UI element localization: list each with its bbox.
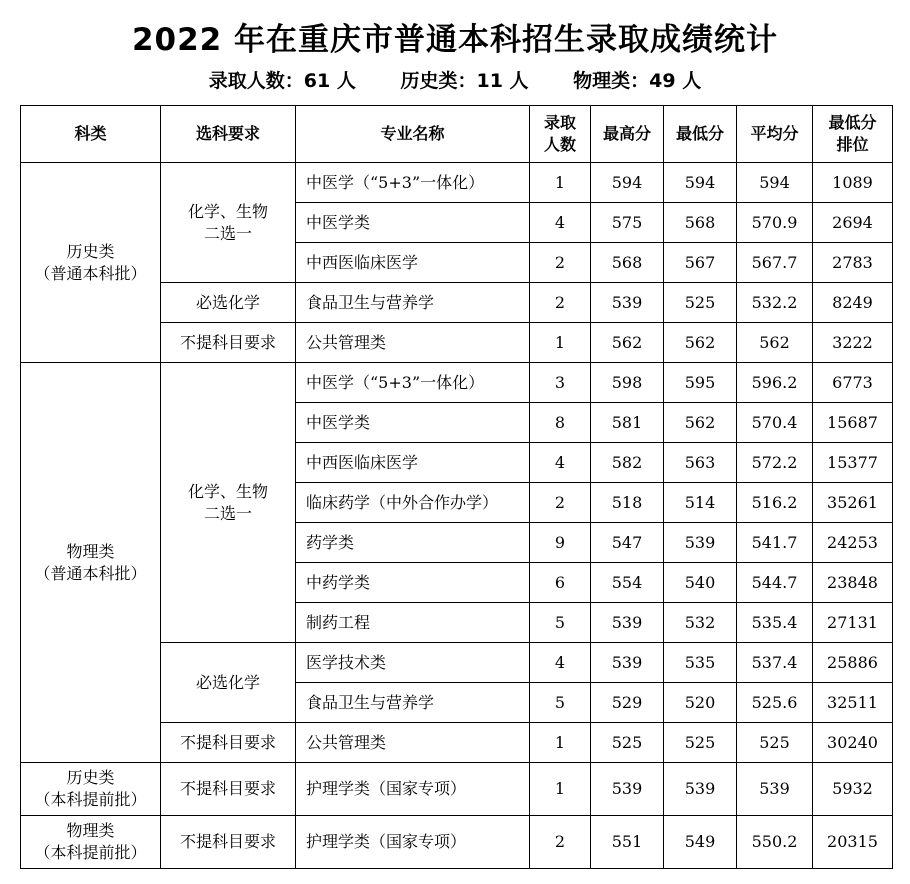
cell-avg: 516.2: [737, 483, 813, 523]
cell-count: 8: [530, 403, 591, 443]
cell-major: 中医学（“5+3”一体化）: [296, 163, 530, 203]
cell-min: 539: [664, 523, 737, 563]
cell-count: 1: [530, 163, 591, 203]
table-row: [21, 163, 893, 203]
cell-avg: 535.4: [737, 603, 813, 643]
cell-rank: 27131: [813, 603, 893, 643]
cell-rank: 30240: [813, 723, 893, 763]
req-none: 不提科目要求: [161, 723, 296, 763]
cell-major: 临床药学（中外合作办学）: [296, 483, 530, 523]
cell-avg: 562: [737, 323, 813, 363]
cell-major: 中医学（“5+3”一体化）: [296, 363, 530, 403]
cell-max: 554: [591, 563, 664, 603]
header-min: 最低分: [664, 106, 737, 163]
cell-count: 1: [530, 763, 591, 816]
header-major: 专业名称: [296, 106, 530, 163]
cell-avg: 525: [737, 723, 813, 763]
cell-avg: 525.6: [737, 683, 813, 723]
cell-min: 539: [664, 763, 737, 816]
cell-min: 532: [664, 603, 737, 643]
cell-avg: 537.4: [737, 643, 813, 683]
cell-avg: 570.4: [737, 403, 813, 443]
cell-rank: 2694: [813, 203, 893, 243]
cell-count: 2: [530, 283, 591, 323]
cell-min: 562: [664, 323, 737, 363]
cell-max: 594: [591, 163, 664, 203]
cell-min: 525: [664, 283, 737, 323]
summary-history: 历史类：11 人: [400, 70, 529, 92]
cell-rank: 5932: [813, 763, 893, 816]
cell-rank: 32511: [813, 683, 893, 723]
cell-avg: 570.9: [737, 203, 813, 243]
cell-major: 中西医临床医学: [296, 243, 530, 283]
cell-rank: 2783: [813, 243, 893, 283]
cell-min: 595: [664, 363, 737, 403]
table-row: [21, 816, 893, 869]
cell-max: 598: [591, 363, 664, 403]
cell-rank: 1089: [813, 163, 893, 203]
req-chem-required: 必选化学: [161, 283, 296, 323]
table-row: [21, 363, 893, 403]
cell-max: 525: [591, 723, 664, 763]
cell-avg: 544.7: [737, 563, 813, 603]
cell-max: 568: [591, 243, 664, 283]
cell-max: 562: [591, 323, 664, 363]
cell-min: 540: [664, 563, 737, 603]
cell-avg: 572.2: [737, 443, 813, 483]
cell-min: 514: [664, 483, 737, 523]
cell-min: 562: [664, 403, 737, 443]
req-chem-bio: 化学、生物 二选一: [161, 163, 296, 283]
group-history-regular: 历史类 （普通本科批）: [21, 163, 161, 363]
cell-major: 中西医临床医学: [296, 443, 530, 483]
cell-rank: 20315: [813, 816, 893, 869]
cell-min: 535: [664, 643, 737, 683]
cell-max: 539: [591, 643, 664, 683]
cell-count: 3: [530, 363, 591, 403]
cell-major: 中医学类: [296, 403, 530, 443]
cell-max: 539: [591, 763, 664, 816]
cell-count: 2: [530, 243, 591, 283]
cell-rank: 25886: [813, 643, 893, 683]
cell-count: 9: [530, 523, 591, 563]
summary-line: [0, 66, 910, 93]
cell-max: 547: [591, 523, 664, 563]
cell-avg: 532.2: [737, 283, 813, 323]
cell-rank: 3222: [813, 323, 893, 363]
cell-major: 公共管理类: [296, 323, 530, 363]
summary-physics: 物理类：49 人: [573, 70, 702, 92]
cell-max: 581: [591, 403, 664, 443]
cell-min: 525: [664, 723, 737, 763]
cell-count: 2: [530, 816, 591, 869]
cell-major: 食品卫生与营养学: [296, 283, 530, 323]
req-none: 不提科目要求: [161, 323, 296, 363]
req-none: 不提科目要求: [161, 816, 296, 869]
header-requirement: 选科要求: [161, 106, 296, 163]
cell-major: 食品卫生与营养学: [296, 683, 530, 723]
group-physics-regular: 物理类 （普通本科批）: [21, 363, 161, 763]
cell-major: 公共管理类: [296, 723, 530, 763]
cell-major: 中医学类: [296, 203, 530, 243]
cell-count: 4: [530, 203, 591, 243]
cell-major: 医学技术类: [296, 643, 530, 683]
cell-count: 6: [530, 563, 591, 603]
cell-major: 护理学类（国家专项）: [296, 763, 530, 816]
cell-avg: 550.2: [737, 816, 813, 869]
cell-min: 567: [664, 243, 737, 283]
cell-count: 4: [530, 443, 591, 483]
cell-rank: 35261: [813, 483, 893, 523]
cell-rank: 15687: [813, 403, 893, 443]
cell-rank: 8249: [813, 283, 893, 323]
cell-count: 5: [530, 603, 591, 643]
summary-total: 录取人数：61 人: [208, 70, 356, 92]
cell-major: 药学类: [296, 523, 530, 563]
cell-count: 4: [530, 643, 591, 683]
cell-count: 5: [530, 683, 591, 723]
table-row: [21, 763, 893, 816]
cell-min: 549: [664, 816, 737, 869]
cell-major: 中药学类: [296, 563, 530, 603]
admission-table: [20, 105, 893, 869]
cell-max: 539: [591, 283, 664, 323]
req-none: 不提科目要求: [161, 763, 296, 816]
cell-major: 制药工程: [296, 603, 530, 643]
cell-rank: 24253: [813, 523, 893, 563]
header-category: 科类: [21, 106, 161, 163]
cell-rank: 23848: [813, 563, 893, 603]
cell-min: 568: [664, 203, 737, 243]
header-avg: 平均分: [737, 106, 813, 163]
group-history-early: 历史类 （本科提前批）: [21, 763, 161, 816]
cell-count: 1: [530, 723, 591, 763]
cell-max: 551: [591, 816, 664, 869]
cell-avg: 594: [737, 163, 813, 203]
cell-rank: 6773: [813, 363, 893, 403]
cell-rank: 15377: [813, 443, 893, 483]
req-chem-bio: 化学、生物 二选一: [161, 363, 296, 643]
cell-avg: 539: [737, 763, 813, 816]
cell-avg: 567.7: [737, 243, 813, 283]
header-row: [21, 106, 893, 163]
header-rank: 最低分 排位: [813, 106, 893, 163]
header-max: 最高分: [591, 106, 664, 163]
cell-min: 563: [664, 443, 737, 483]
cell-max: 539: [591, 603, 664, 643]
cell-count: 2: [530, 483, 591, 523]
cell-min: 520: [664, 683, 737, 723]
cell-max: 518: [591, 483, 664, 523]
req-chem-required: 必选化学: [161, 643, 296, 723]
cell-major: 护理学类（国家专项）: [296, 816, 530, 869]
cell-avg: 596.2: [737, 363, 813, 403]
cell-min: 594: [664, 163, 737, 203]
page-title: 2022 年在重庆市普通本科招生录取成绩统计: [131, 22, 779, 58]
cell-max: 575: [591, 203, 664, 243]
group-physics-early: 物理类 （本科提前批）: [21, 816, 161, 869]
cell-max: 529: [591, 683, 664, 723]
cell-avg: 541.7: [737, 523, 813, 563]
cell-count: 1: [530, 323, 591, 363]
header-count: 录取 人数: [530, 106, 591, 163]
cell-max: 582: [591, 443, 664, 483]
